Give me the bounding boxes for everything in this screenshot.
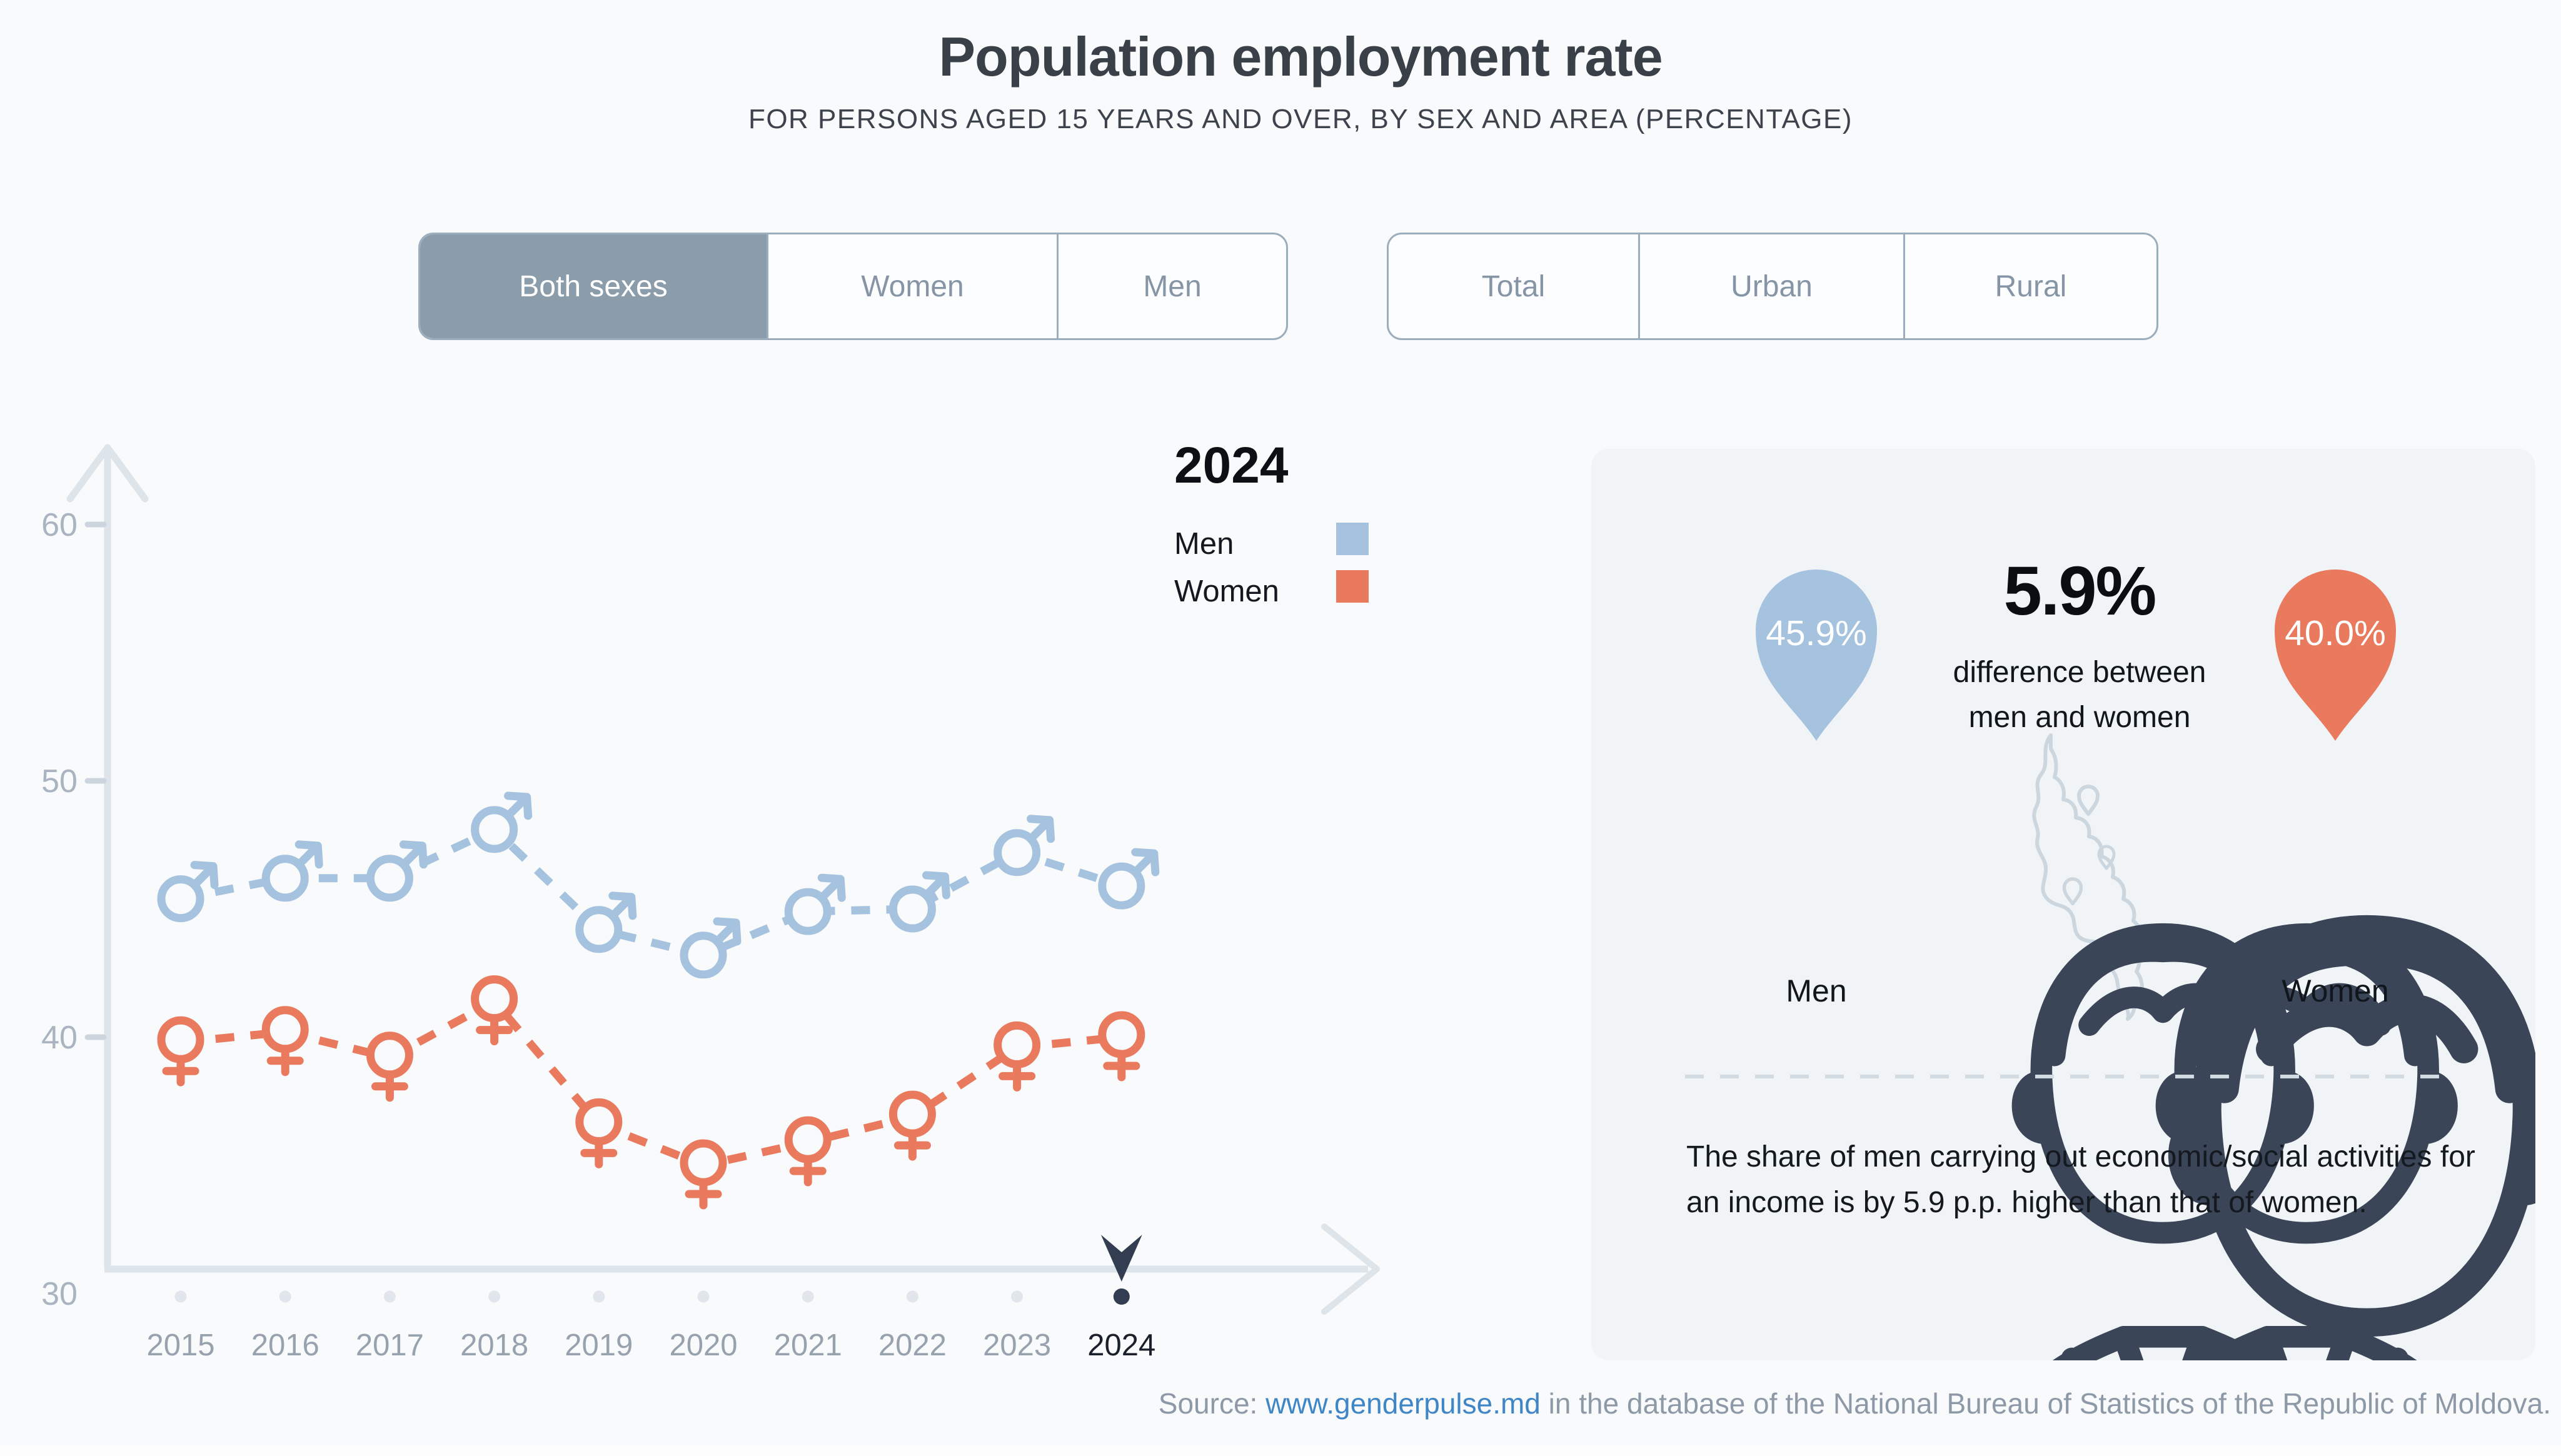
page-title: Population employment rate (938, 26, 1663, 88)
summary-panel (1591, 449, 2535, 1360)
sex-toggle-group (418, 233, 1288, 340)
legend-label-men: Men (1174, 527, 1234, 561)
female-symbol-marker-2021[interactable] (788, 1120, 827, 1182)
female-symbol-marker-2020[interactable] (684, 1143, 723, 1205)
male-symbol-marker-2022[interactable] (893, 875, 946, 928)
year-dot (279, 1291, 291, 1303)
year-dot (907, 1291, 918, 1303)
toggle-total[interactable]: Total (1389, 234, 1638, 338)
men-group-label: Men (1786, 973, 1847, 1008)
women-group-label: Women (2282, 973, 2389, 1008)
x-tick-label-2017[interactable]: 2017 (355, 1328, 424, 1362)
male-symbol-marker-2016[interactable] (266, 845, 319, 898)
x-tick-label-2015[interactable]: 2015 (146, 1328, 215, 1362)
male-symbol-marker-2023[interactable] (998, 819, 1051, 872)
series-line-women (181, 1002, 1122, 1165)
female-symbol-marker-2018[interactable] (475, 980, 514, 1042)
x-tick-label-2019[interactable]: 2019 (565, 1328, 633, 1362)
difference-caption-line1: difference between (1953, 656, 2206, 689)
page-subtitle: FOR PERSONS AGED 15 YEARS AND OVER, BY SEX AND AREA (PERCENTAGE) (748, 104, 1853, 134)
toggle-urban[interactable]: Urban (1638, 234, 1903, 338)
source-suffix: in the database of the National Bureau of Statistics of the Republic of Moldova. (1540, 1387, 2551, 1420)
source-link[interactable]: www.genderpulse.md (1265, 1387, 1541, 1420)
x-tick-label-2022[interactable]: 2022 (878, 1328, 947, 1362)
x-tick-label-2016[interactable]: 2016 (251, 1328, 319, 1362)
year-pointer-icon (1101, 1235, 1142, 1282)
y-tick-label: 50 (41, 763, 78, 800)
x-tick-label-2023[interactable]: 2023 (983, 1328, 1052, 1362)
y-tick-label: 40 (41, 1020, 78, 1056)
year-dot (384, 1291, 396, 1303)
male-symbol-marker-2015[interactable] (161, 865, 214, 918)
y-axis (70, 448, 145, 1269)
employment-rate-chart[interactable] (0, 400, 1501, 1375)
panel-note: The share of men carrying out economic/social activities for an income is by 5.9 p.p. higher than that of women. (1686, 1140, 2475, 1219)
difference-caption (1829, 650, 2330, 740)
legend-label-women: Women (1174, 575, 1279, 608)
toggle-men[interactable]: Men (1057, 234, 1286, 338)
year-dot (175, 1291, 187, 1303)
male-symbol-marker-2018[interactable] (475, 796, 528, 849)
x-axis (104, 1227, 1377, 1312)
female-symbol-marker-2022[interactable] (893, 1095, 932, 1157)
male-symbol-marker-2017[interactable] (370, 845, 423, 898)
x-tick-label-2018[interactable]: 2018 (460, 1328, 529, 1362)
female-symbol-marker-2017[interactable] (370, 1036, 409, 1098)
toggle-rural[interactable]: Rural (1903, 234, 2156, 338)
year-dot (1011, 1291, 1023, 1303)
male-symbol-marker-2019[interactable] (580, 896, 633, 949)
male-symbol-marker-2024[interactable] (1102, 852, 1155, 905)
year-dot (802, 1291, 814, 1303)
female-symbol-marker-2023[interactable] (998, 1025, 1037, 1087)
female-symbol-marker-2016[interactable] (266, 1010, 304, 1072)
source-line (0, 1387, 2551, 1420)
footer-strip (0, 1445, 2561, 1456)
area-toggle-group (1387, 233, 2158, 340)
women-value-badge: 40.0% (2285, 613, 2386, 653)
x-tick-label-2020[interactable]: 2020 (669, 1328, 738, 1362)
toggle-women[interactable]: Women (767, 234, 1057, 338)
year-dot (593, 1291, 605, 1303)
year-dot-highlight (1114, 1288, 1130, 1305)
x-tick-label-2024[interactable]: 2024 (1087, 1328, 1156, 1362)
female-symbol-marker-2015[interactable] (161, 1020, 200, 1082)
toggle-both-sexes[interactable]: Both sexes (420, 234, 767, 338)
y-tick-label: 30 (41, 1276, 78, 1312)
female-symbol-marker-2019[interactable] (580, 1102, 618, 1164)
female-symbol-marker-2024[interactable] (1102, 1015, 1141, 1077)
difference-value: 5.9% (2003, 553, 2156, 630)
difference-caption-line2: men and women (1968, 701, 2191, 734)
y-tick-label: 60 (41, 507, 78, 543)
legend-year: 2024 (1174, 437, 1289, 494)
year-dot (698, 1291, 710, 1303)
x-tick-label-2021[interactable]: 2021 (773, 1328, 842, 1362)
source-prefix: Source: (1158, 1387, 1266, 1420)
men-value-badge: 45.9% (1766, 613, 1867, 653)
year-dot (488, 1291, 500, 1303)
male-symbol-marker-2021[interactable] (788, 878, 842, 931)
